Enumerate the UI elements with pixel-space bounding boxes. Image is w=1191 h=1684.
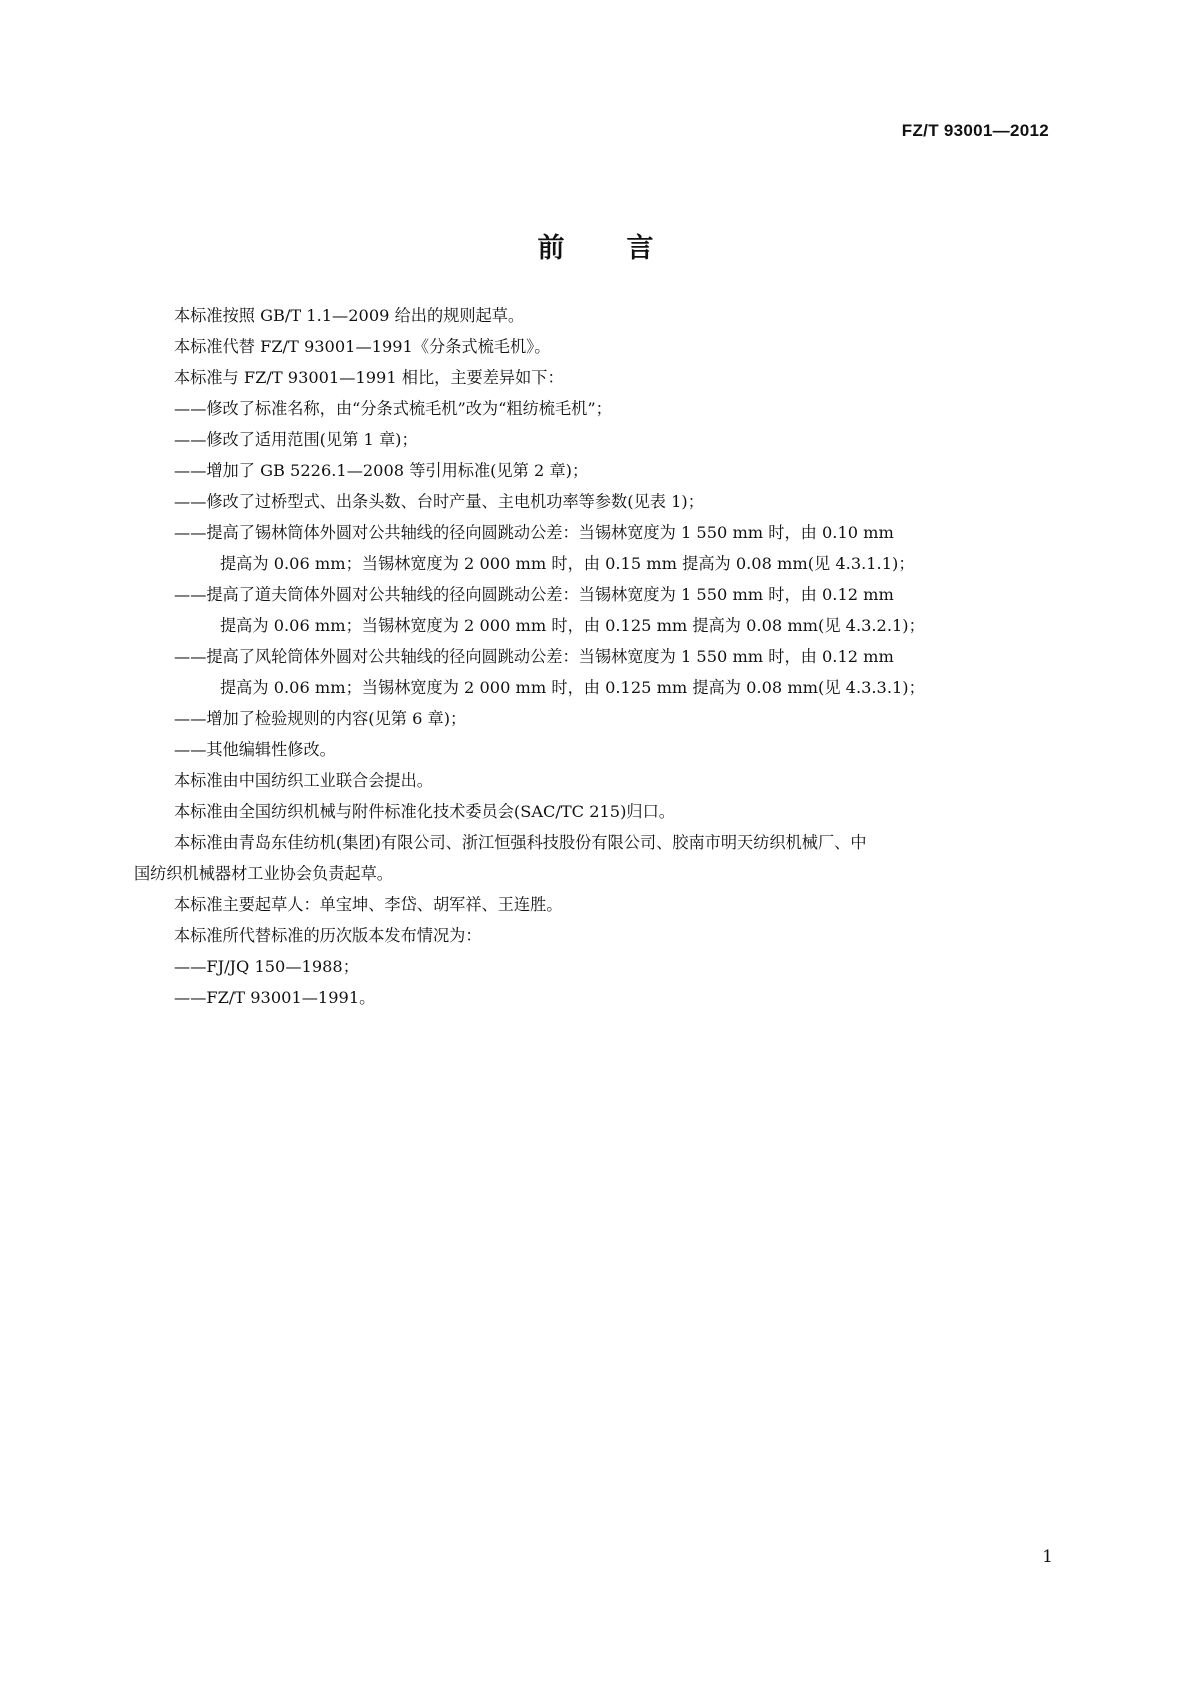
list-item: ——提高了风轮筒体外圆对公共轴线的径向圆跳动公差：当锡林宽度为 1 550 mm 时，由 0.12 mm [174, 647, 894, 666]
list-item-continuation: 提高为 0.06 mm；当锡林宽度为 2 000 mm 时，由 0.125 mm 提高为 0.08 mm(见 4.3.3.1)； [220, 678, 925, 697]
paragraph-line: 本标准代替 FZ/T 93001—1991《分条式梳毛机》。 [174, 337, 551, 356]
list-item: ——其他编辑性修改。 [174, 740, 336, 759]
page-number: 1 [1042, 1547, 1053, 1567]
list-item: ——提高了锡林筒体外圆对公共轴线的径向圆跳动公差：当锡林宽度为 1 550 mm 时，由 0.10 mm [174, 523, 894, 542]
list-item: ——提高了道夫筒体外圆对公共轴线的径向圆跳动公差：当锡林宽度为 1 550 mm 时，由 0.12 mm [174, 585, 894, 604]
standard-code: FZ/T 93001—2012 [901, 121, 1049, 140]
list-item: ——增加了检验规则的内容(见第 6 章)； [174, 709, 467, 728]
list-item-continuation: 提高为 0.06 mm；当锡林宽度为 2 000 mm 时，由 0.125 mm 提高为 0.08 mm(见 4.3.2.1)； [220, 616, 925, 635]
list-item: ——FZ/T 93001—1991。 [174, 988, 376, 1007]
paragraph-continuation: 国纺织机械器材工业协会负责起草。 [134, 864, 393, 883]
list-item: ——增加了 GB 5226.1—2008 等引用标准(见第 2 章)； [174, 461, 589, 480]
list-item: ——修改了适用范围(见第 1 章)； [174, 430, 418, 449]
paragraph-line: 本标准按照 GB/T 1.1—2009 给出的规则起草。 [174, 306, 525, 325]
list-item: ——FJ/JQ 150—1988； [174, 957, 359, 976]
paragraph-line: 本标准主要起草人：单宝坤、李岱、胡军祥、王连胜。 [174, 895, 563, 914]
paragraph-line: 本标准与 FZ/T 93001—1991 相比，主要差异如下： [174, 368, 564, 387]
foreword-body [134, 300, 1056, 1013]
list-item-continuation: 提高为 0.06 mm；当锡林宽度为 2 000 mm 时，由 0.15 mm 提高为 0.08 mm(见 4.3.1.1)； [220, 554, 915, 573]
paragraph-line: 本标准由全国纺织机械与附件标准化技术委员会(SAC/TC 215)归口。 [174, 802, 675, 821]
page-title: 前言 [537, 233, 716, 264]
paragraph-line: 本标准由青岛东佳纺机(集团)有限公司、浙江恒强科技股份有限公司、胶南市明天纺织机械厂、中 [174, 833, 867, 852]
list-item: ——修改了标准名称，由“分条式梳毛机”改为“粗纺梳毛机”； [174, 399, 612, 418]
paragraph-line: 本标准所代替标准的历次版本发布情况为： [174, 926, 482, 945]
list-item: ——修改了过桥型式、出条头数、台时产量、主电机功率等参数(见表 1)； [174, 492, 704, 511]
paragraph-line: 本标准由中国纺织工业联合会提出。 [174, 771, 433, 790]
